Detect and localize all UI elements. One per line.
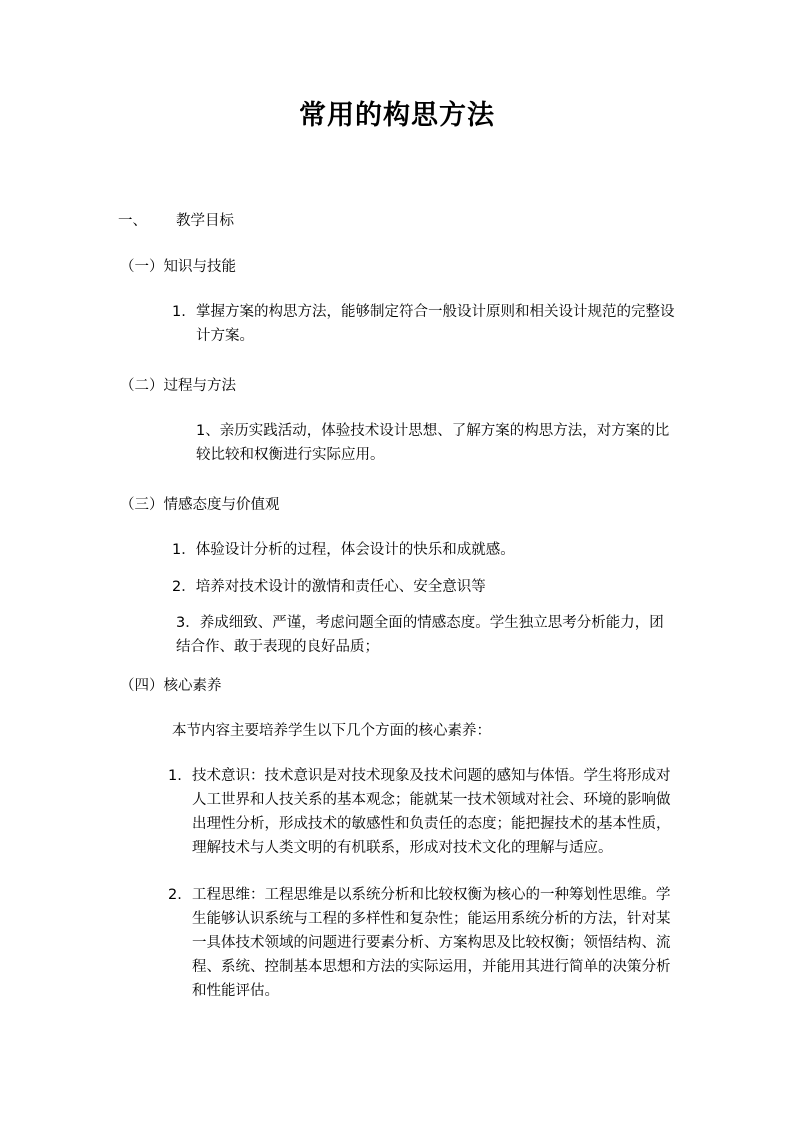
paragraph: 1、亲历实践活动，体验技术设计思想、了解方案的构思方法，对方案的比较比较和权衡进行实际应用。	[196, 423, 670, 463]
list-item	[168, 764, 680, 860]
list-item-text: 掌握方案的构思方法，能够制定符合一般设计原则和相关设计规范的完整设计方案。	[196, 304, 675, 344]
list-item	[168, 883, 680, 1003]
list-item-number: 1.	[168, 768, 182, 784]
list-item-text: 技术意识：技术意识是对技术现象及技术问题的感知与体悟。学生将形成对人工世界和人技关系的基本观念；能就某一技术领域对社会、环境的影响做出理性分析，形成技术的敏感性和负责任的态度；能把握技术的基本性质，理解技术与人类文明的有机联系，形成对技术文化的理解与适应。	[192, 768, 671, 856]
subsection-heading-core: （四）核心素养	[120, 678, 222, 694]
list-item-text: 工程思维：工程思维是以系统分析和比较权衡为核心的一种筹划性思维。学生能够认识系统与工程的多样性和复杂性；能运用系统分析的方法，针对某一具体技术领域的问题进行要素分析、方案构思及比较权衡；领悟结构、流程、系统、控制基本思想和方法的实际运用，并能用其进行简单的决策分析和性能评估。	[192, 887, 671, 999]
list-item: 3．养成细致、严谨，考虑问题全面的情感态度。学生独立思考分析能力，团结合作、敢于表现的良好品质；	[176, 615, 664, 655]
section-heading-label: 教学目标	[176, 213, 234, 229]
document-title: 常用的构思方法	[299, 100, 495, 131]
subsection-heading-attitude: （三）情感态度与价值观	[120, 497, 280, 513]
subsection-heading-knowledge: （一）知识与技能	[120, 259, 236, 275]
list-item-number: 1.	[172, 304, 186, 320]
paragraph-intro: 本节内容主要培养学生以下几个方面的核心素养：	[172, 723, 491, 739]
subsection-heading-process: （二）过程与方法	[120, 378, 236, 394]
list-item	[172, 300, 680, 348]
list-item-number: 2.	[168, 887, 182, 903]
list-item: 1．体验设计分析的过程，体会设计的快乐和成就感。	[172, 542, 515, 558]
section-number: 一、	[118, 213, 147, 229]
section-heading	[118, 209, 147, 233]
list-item: 2．培养对技术设计的激情和责任心、安全意识等	[172, 579, 486, 595]
